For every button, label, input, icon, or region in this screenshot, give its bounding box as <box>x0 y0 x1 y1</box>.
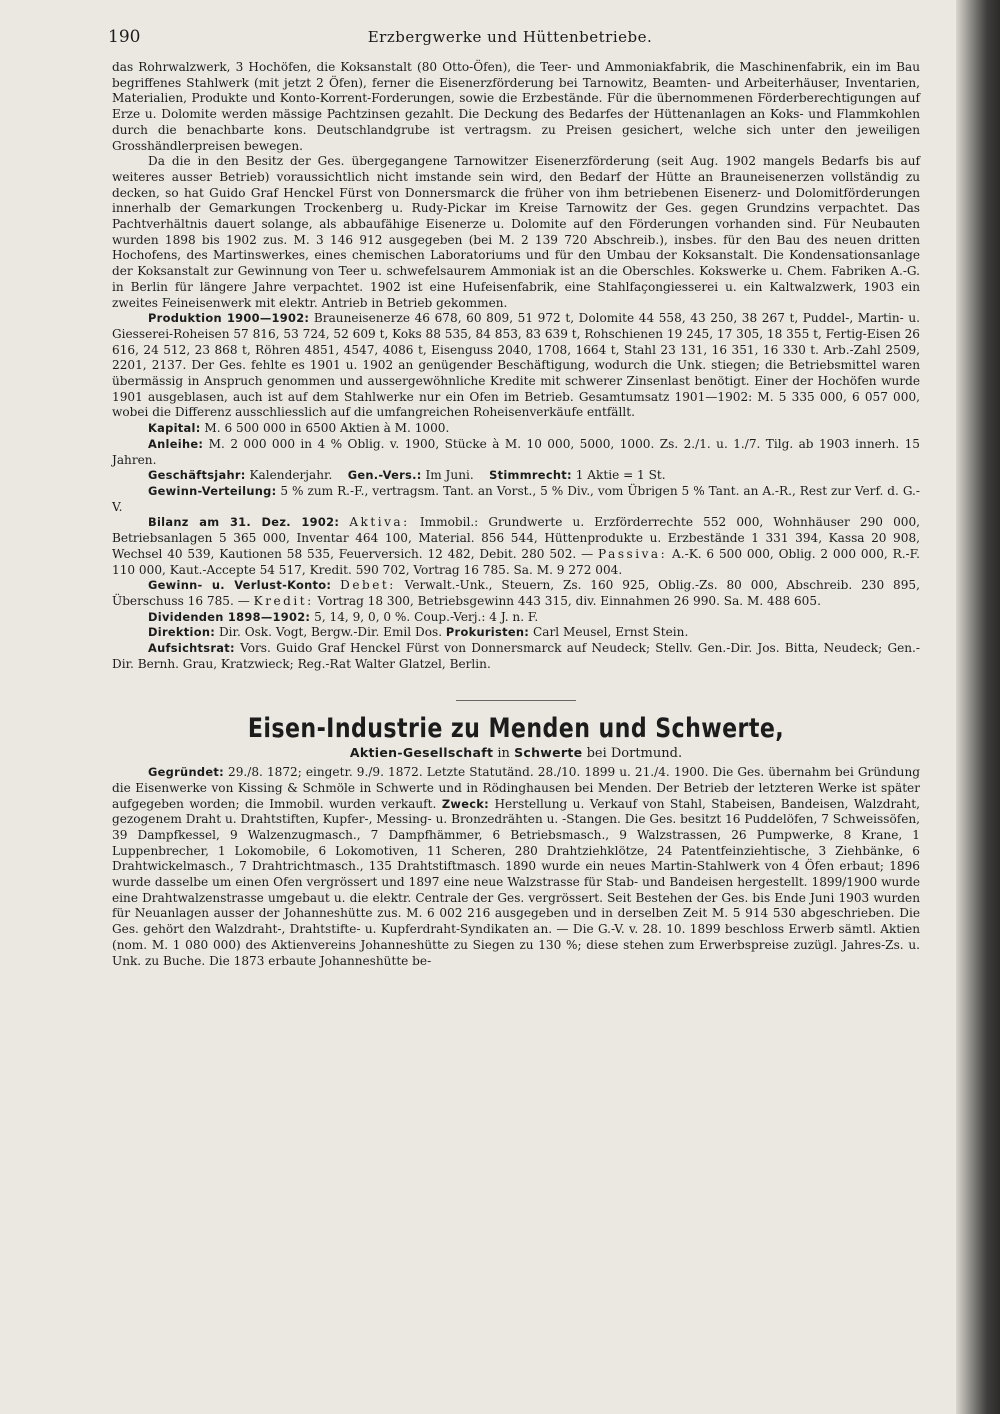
produktion-paragraph <box>112 311 920 421</box>
direktion-label: Direktion: <box>148 625 216 640</box>
bilanz-paragraph <box>112 515 920 578</box>
kapital-label: Kapital: <box>148 421 201 436</box>
aufsichtsrat-text: Vors. Guido Graf Henckel Fürst von Donnersmarck auf Neudeck; Stellv. Gen.-Dir. Jos. Bitta, Neudeck; Gen.-Dir. Bernh. Grau, Kratzwieck; Reg.-Rat Walter Glatzel, Berlin. <box>112 641 920 671</box>
prokuristen-label: Prokuristen: <box>445 625 530 640</box>
dividenden-label: Dividenden 1898—1902: <box>148 609 311 624</box>
guv-label: Gewinn- u. Verlust-Konto: <box>148 578 332 593</box>
geschaeftsjahr-paragraph <box>112 468 920 484</box>
company-sub-rest: bei Dortmund. <box>586 746 683 762</box>
kapital-paragraph <box>112 421 920 437</box>
section-divider <box>456 700 576 701</box>
running-head <box>108 27 920 52</box>
anleihe-paragraph <box>112 437 920 468</box>
guv-debet-text: Verwalt.-Unk., Steuern, Zs. 160 925, Oblig.-Zs. 80 000, Abschreib. 230 895, Überschuss 16 785. — <box>112 578 920 608</box>
stimmrecht-label: Stimmrecht: <box>489 468 572 483</box>
gewinnverteilung-label: Gewinn-Verteilung: <box>148 483 277 498</box>
company-sub-place: Schwerte <box>514 745 583 761</box>
aufsichtsrat-paragraph <box>112 641 920 672</box>
gegruendet-paragraph <box>112 765 920 969</box>
direktion-paragraph <box>112 625 920 641</box>
guv-kredit-text: Vortrag 18 300, Betriebsgewinn 443 315, div. Einnahmen 26 990. Sa. M. 488 605. <box>317 593 821 608</box>
dividenden-paragraph <box>112 610 920 626</box>
company-sub-ag: Aktien-Gesellschaft <box>349 745 494 761</box>
gewinnverteilung-paragraph <box>112 484 920 515</box>
genvers-text: Im Juni. <box>425 468 474 483</box>
geschaeftsjahr-label: Geschäftsjahr: <box>148 468 246 483</box>
zweck-text: Herstellung u. Verkauf von Stahl, Stabeisen, Bandeisen, Walzdraht, gezogenem Draht u. Drahtstiften, Kupfer-, Messing- u. Bronzedrähten u. -Stangen. Die Ges. besitzt 16 Puddelöfen, 7 Schweissöfen, 39 Dampfkessel, 9 Walzenzugmasch., 7 Dampfhämmer, 6 Betriebsmasch., 9 Walzstrassen, 26 Pumpwerke, 8 Krane, 1 Luppenbrecher, 1 Lokomobile, 6 Lokomotiven, 11 Scheren, 280 Drahtziehklötze, 24 Patentfeinziehtische, 3 Ziehbänke, 6 Drahtwickelmasch., 7 Drahtrichtmasch., 135 Drahtstiftmasch. 1890 wurde ein neues Martin-Stahlwerk von 4 Öfen erbaut; 1896 wurde dasselbe um einen Ofen vergrössert und 1897 eine neue Walzstrasse für Stab- und Bandeisen hergestellt. 1899/1900 wurde eine Drahtwalzenstrasse umgebaut u. die elektr. Centrale der Ges. vergrössert. Seit Bestehen der Ges. bis Ende Juni 1903 wurden für Neuanlagen ausser der Johanneshütte zus. M. 6 002 216 ausgegeben und in derselben Zeit M. 5 914 530 abgeschrieben. Die Ges. gehört den Walzdraht-, Drahtstifte- u. Kupferdraht-Syndikaten an. — Die G.-V. v. 28. 10. 1899 beschloss Erwerb sämtl. Aktien (nom. M. 1 080 000) des Aktienvereins Johanneshütte zu Siegen zu 130 %; diese stehen zum Erwerbspreise zuzügl. Jahres-Zs. u. Unk. zu Buche. Die 1873 erbaute Johanneshütte be- <box>112 796 920 968</box>
produktion-label: Produktion 1900—1902: <box>148 311 310 326</box>
prokuristen-text: Carl Meusel, Ernst Stein. <box>532 625 689 640</box>
company-subtitle <box>112 745 920 762</box>
genvers-label: Gen.-Vers.: <box>347 468 422 483</box>
zweck-label: Zweck: <box>441 796 490 811</box>
gegruendet-text: 29./8. 1872; eingetr. 9./9. 1872. Letzte Statutänd. 28./10. 1899 u. 21./4. 1900. Die Ges. übernahm bei Gründung die Eisenwerke von Kissing & Schmöle in Schwerte und in Rödinghausen bei Menden. Der Betrieb der letzteren Werke ist später aufgegeben worden; die Immobil. wurden verkauft. <box>112 765 920 811</box>
anleihe-text: M. 2 000 000 in 4 % Oblig. v. 1900, Stücke à M. 10 000, 5000, 1000. Zs. 2./1. u. 1./7. Tilg. ab 1903 innerh. 15 Jahren. <box>112 436 920 467</box>
company-title: Eisen-Industrie zu Menden und Schwerte, <box>247 713 785 745</box>
gegruendet-label: Gegründet: <box>148 765 224 780</box>
running-head-title: Erzbergwerke und Hüttenbetriebe. <box>367 28 653 46</box>
guv-paragraph <box>112 578 920 609</box>
produktion-text: Brauneisenerze 46 678, 60 809, 51 972 t, Dolomite 44 558, 43 250, 38 267 t, Puddel-, Martin- u. Giesserei-Roheisen 57 816, 53 724, 52 609 t, Koks 88 535, 84 853, 83 639 t, Rohschienen 19 245, 17 305, 18 355 t, Fertig-Eisen 26 616, 24 512, 23 868 t, Röhren 4851, 4547, 4086 t, Eisenguss 2040, 1708, 1664 t, Stahl 23 131, 16 351, 16 330 t. Arb.-Zahl 2509, 2201, 2137. Der Ges. fehlte es 1901 u. 1902 an genügender Beschäftigung, wodurch die Unk. stiegen; die Betriebsmittel waren übermässig in Anspruch genommen und aussergewöhnliche Kredite mit schwerer Zinsenlast benötigt. Einer der Hochöfen wurde 1901 ausgeblasen, auch ist auf dem Stahlwerke nur ein Ofen im Betrieb. Gesamtumsatz 1901—1902: M. 5 335 000, 6 057 000, wobei die Differenz ausschliesslich auf die umfangreichen Roheisenverkäufe entfällt. <box>112 311 920 420</box>
page-number: 190 <box>108 27 141 47</box>
page-edge-shadow <box>956 0 1000 1414</box>
bilanz-label: Bilanz am 31. Dez. 1902: <box>148 515 340 530</box>
bilanz-aktiva-text: Immobil.: Grundwerte u. Erzförderrechte 552 000, Wohnhäuser 290 000, Betriebsanlagen 5 365 000, Inventar 464 100, Material. 856 544, Hüttenprodukte u. Erzbestände 1 331 394, Kassa 20 908, Wechsel 40 539, Kautionen 58 535, Feuerversich. 12 482, Debit. 280 502. — <box>112 515 920 561</box>
page-content <box>108 27 920 969</box>
intro-paragraph: das Rohrwalzwerk, 3 Hochöfen, die Koksanstalt (80 Otto-Öfen), die Teer- und Ammoniakfabrik, die Maschinenfabrik, ein im Bau begriffenes Stahlwerk (mit jetzt 2 Öfen), ferner die Eisenerzförderung bei Tarnowitz, Beamten- und Arbeiterhäuser, Inventarien, Materialien, Produkte und Konto-Korrent-Forderungen, sowie die Erzbestände. Für die übernommenen Förderberechtigungen auf Erze u. Dolomite werden mässige Pachtzinsen gezahlt. Die Deckung des Bedarfes der Hüttenanlagen an Koks- und Flammkohlen durch die benachbarte kons. Deutschlandgrube ist vertragsm. zu Preisen gesichert, welche sich unter den jeweiligen Grosshändlerpreisen bewegen. <box>112 60 920 153</box>
stimmrecht-text: 1 Aktie = 1 St. <box>575 468 666 483</box>
guv-kredit-word: Kredit: <box>253 593 314 608</box>
bilanz-passiva-text: A.-K. 6 500 000, Oblig. 2 000 000, R.-F. 110 000, Kaut.-Accepte 54 517, Kredit. 590 702, Vortrag 16 785. Sa. M. 9 272 004. <box>112 546 920 577</box>
dividenden-text: 5, 14, 9, 0, 0 %. Coup.-Verj.: 4 J. n. F. <box>314 609 539 624</box>
direktion-text: Dir. Osk. Vogt, Bergw.-Dir. Emil Dos. <box>218 625 443 640</box>
anleihe-label: Anleihe: <box>148 436 204 451</box>
aufsichtsrat-label: Aufsichtsrat: <box>148 641 235 656</box>
kapital-text: M. 6 500 000 in 6500 Aktien à M. 1000. <box>204 421 450 436</box>
bilanz-aktiva-word: Aktiva: <box>349 515 410 530</box>
tarnowitz-paragraph: Da die in den Besitz der Ges. übergegangene Tarnowitzer Eisenerzförderung (seit Aug. 1902 mangels Bedarfs bis auf weiteres ausser Betrieb) voraussichtlich nicht imstande sein wird, den Bedarf der Hütte an Brauneisenerzen vollständig zu decken, so hat Guido Graf Henckel Fürst von Donnersmarck die früher von ihm betriebenen Eisenerz- und Dolomitförderungen innerhalb der Gemarkungen Trockenberg u. Rudy-Pickar im Kreise Tarnowitz der Ges. gegen Grundzins verpachtet. Das Pachtverhältnis dauert solange, als abbaufähige Eisenerze u. Dolomite auf den Förderungen vorhanden sind. Für Neubauten wurden 1898 bis 1902 zus. M. 3 146 912 ausgegeben (bei M. 2 139 720 Abschreib.), insbes. für den Bau des neuen dritten Hochofens, des Martinswerkes, eines chemischen Laboratoriums und für den Umbau der Koksanstalt. Die Kondensationsanlage der Koksanstalt zur Gewinnung von Teer u. schwefelsaurem Ammoniak ist an die Oberschles. Kokswerke u. Chem. Fabriken A.-G. in Berlin für längere Jahre verpachtet. 1902 ist eine Hufeisenfabrik, eine Stahlfaçongiesserei u. ein Kaltwalzwerk, 1903 ein zweites Feineisenwerk mit elektr. Antrieb in Betrieb gekommen. <box>112 154 920 310</box>
company-sub-in: in <box>497 746 510 762</box>
guv-debet-word: Debet: <box>340 578 396 593</box>
bilanz-passiva-word: Passiva: <box>598 546 668 561</box>
gewinnverteilung-text: 5 % zum R.-F., vertragsm. Tant. an Vorst., 5 % Div., vom Übrigen 5 % Tant. an A.-R., Rest zur Verf. d. G.-V. <box>112 483 920 514</box>
geschaeftsjahr-text: Kalenderjahr. <box>249 468 333 483</box>
